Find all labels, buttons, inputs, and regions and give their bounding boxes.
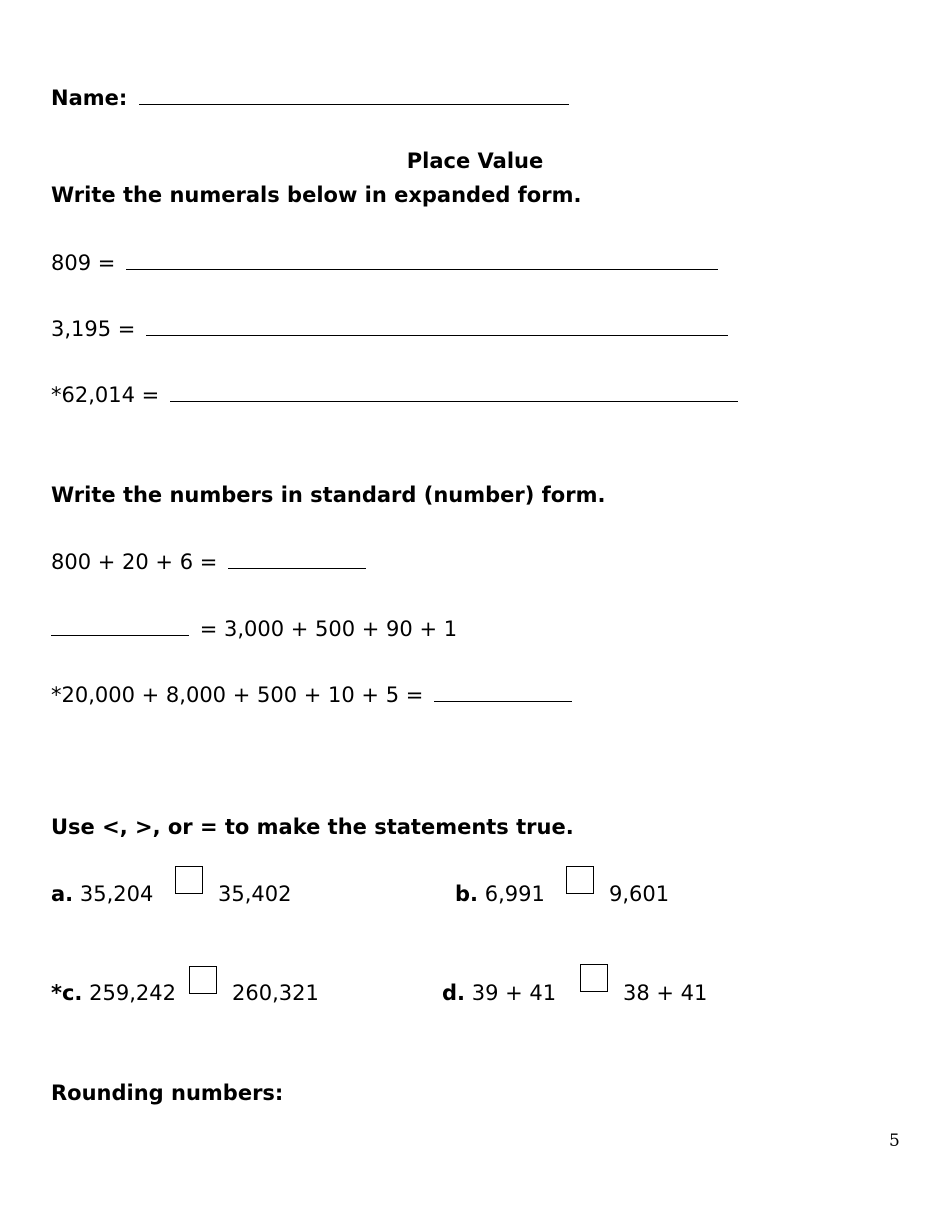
standard-item-3 xyxy=(51,681,572,708)
compare-a-left-value: 35,204 xyxy=(79,882,154,906)
name-row xyxy=(51,84,569,111)
expanded-item-2-label: 3,195 = xyxy=(51,317,136,341)
standard-item-3-answer[interactable] xyxy=(434,681,572,702)
expanded-item-3-label: *62,014 = xyxy=(51,383,160,407)
standard-item-1-label: 800 + 20 + 6 = xyxy=(51,550,218,574)
section3-heading: Use <, >, or = to make the statements true. xyxy=(51,815,574,839)
compare-b-box[interactable] xyxy=(566,866,594,894)
standard-item-1-answer[interactable] xyxy=(228,548,366,569)
compare-a-label: a. xyxy=(51,882,74,906)
section1-heading: Write the numerals below in expanded form. xyxy=(51,183,582,207)
compare-d-right-value: 38 + 41 xyxy=(623,981,708,1005)
compare-c-right-value: 260,321 xyxy=(232,981,319,1005)
section2-heading: Write the numbers in standard (number) form. xyxy=(51,483,606,507)
standard-item-3-label: *20,000 + 8,000 + 500 + 10 + 5 = xyxy=(51,683,424,707)
section4-heading: Rounding numbers: xyxy=(51,1081,284,1105)
expanded-item-3-answer[interactable] xyxy=(170,381,738,402)
compare-b-right-value: 9,601 xyxy=(609,882,670,906)
compare-a-right-value: 35,402 xyxy=(218,882,292,906)
standard-item-2 xyxy=(51,615,457,642)
compare-c-box[interactable] xyxy=(189,966,217,994)
compare-c-left xyxy=(51,980,176,1006)
expanded-item-1-answer[interactable] xyxy=(126,249,718,270)
page-number: 5 xyxy=(889,1131,900,1151)
compare-a-box[interactable] xyxy=(175,866,203,894)
standard-item-2-label: = 3,000 + 500 + 90 + 1 xyxy=(199,617,458,641)
compare-c-left-value: 259,242 xyxy=(89,981,176,1005)
name-field[interactable] xyxy=(139,84,569,105)
compare-b-label: b. xyxy=(455,882,479,906)
compare-d-left xyxy=(442,980,556,1006)
expanded-item-1-label: 809 = xyxy=(51,251,116,275)
expanded-item-2 xyxy=(51,315,728,342)
expanded-item-2-answer[interactable] xyxy=(146,315,728,336)
compare-d-label: d. xyxy=(442,981,466,1005)
page-title: Place Value xyxy=(406,149,544,173)
compare-b-left-value: 6,991 xyxy=(484,882,545,906)
compare-c-label: *c. xyxy=(51,981,83,1005)
compare-a-left xyxy=(51,881,153,907)
compare-d-box[interactable] xyxy=(580,964,608,992)
name-label: Name: xyxy=(51,86,128,110)
standard-item-1 xyxy=(51,548,366,575)
expanded-item-3 xyxy=(51,381,738,408)
expanded-item-1 xyxy=(51,249,718,276)
standard-item-2-answer[interactable] xyxy=(51,615,189,636)
compare-b-left xyxy=(455,881,545,907)
compare-d-left-value: 39 + 41 xyxy=(471,981,557,1005)
